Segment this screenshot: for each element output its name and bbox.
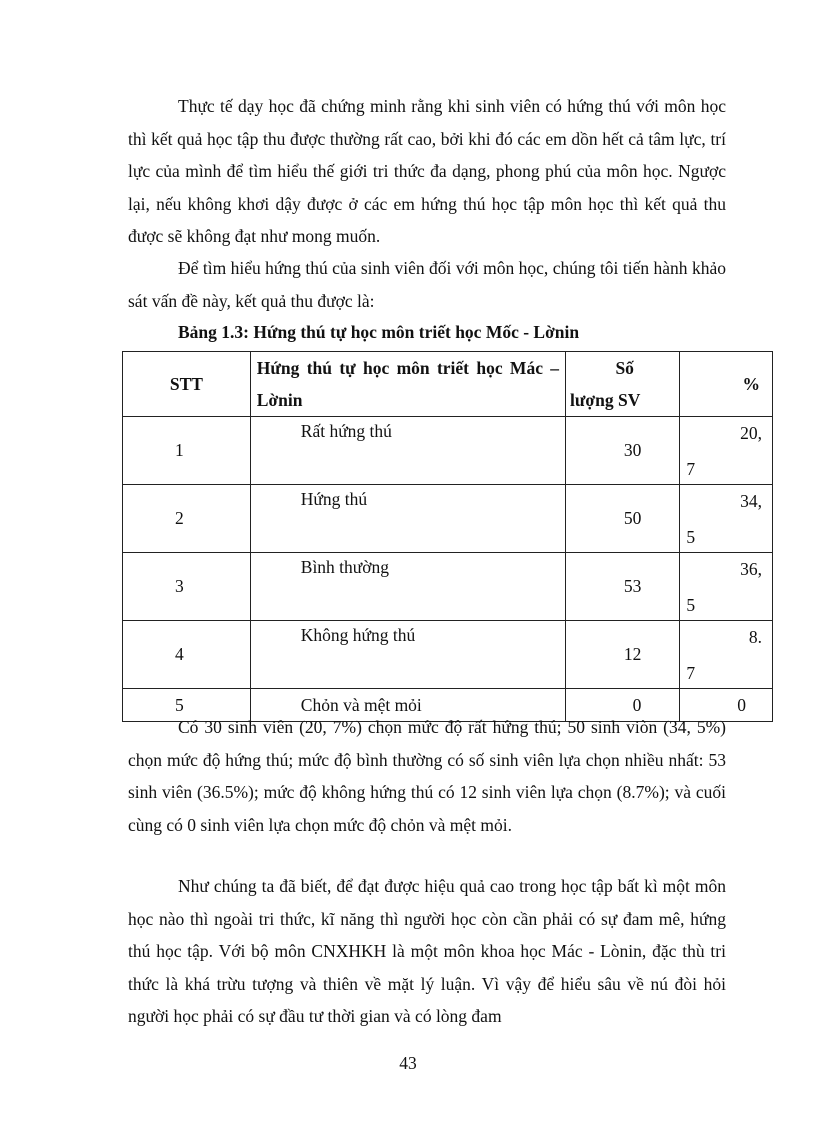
table-row	[123, 417, 773, 485]
cell-label: Không hứng thú	[250, 621, 565, 689]
cell-pct	[680, 417, 773, 485]
cell-pct-part-a: 20,	[740, 423, 762, 443]
cell-label: Bình thường	[250, 553, 565, 621]
paragraph-intro: Thực tế dạy học đã chứng minh rằng khi sinh viên có hứng thú với môn học thì kết quả học tập thu được thường rất cao, bởi khi đó các em dồn hết cả tâm lực, trí lực của mình để tìm hiểu thế giới tri thức đa dạng, phong phú của môn học. Ngược lại, nếu không khơi dậy được ở các em hứng thú học tập môn học thì kết quả thu được sẽ không đạt như mong muốn.	[128, 96, 726, 246]
page-number: 43	[399, 1053, 417, 1073]
header-count-bottom: lượng SV	[570, 390, 641, 410]
interest-table	[122, 351, 773, 722]
cell-count: 53	[566, 553, 680, 621]
cell-pct-part-a: 36,	[740, 559, 762, 579]
cell-stt: 4	[123, 621, 251, 689]
cell-label: Chỏn và mệt mỏi	[250, 689, 565, 722]
cell-count: 30	[566, 417, 680, 485]
cell-pct-part-a: 8.	[748, 627, 762, 647]
cell-stt: 3	[123, 553, 251, 621]
cell-pct	[680, 485, 773, 553]
header-count	[566, 352, 680, 417]
table-row	[123, 621, 773, 689]
cell-count: 50	[566, 485, 680, 553]
cell-label: Hứng thú	[250, 485, 565, 553]
header-count-top: Số	[615, 358, 634, 378]
cell-pct-part-b: 7	[686, 459, 696, 479]
table-row	[123, 553, 773, 621]
cell-label: Rất hứng thú	[250, 417, 565, 485]
header-stt: STT	[123, 352, 251, 417]
cell-pct-part-b: 7	[686, 663, 696, 683]
paragraph-discussion: Như chúng ta đã biết, để đạt được hiệu quả cao trong học tập bất kì một môn học nào thì ngoài tri thức, kĩ năng thì người học còn cần phải có sự đam mê, hứng thú học tập. Với bộ môn CNXHKH là một môn khoa học Mác - Lònin, đặc thù tri thức là khá trừu tượng và thiên về mặt lý luận. Vì vậy để hiểu sâu về nú đòi hỏi người học phải có sự đầu tư thời gian và có lòng đam	[128, 876, 726, 1026]
header-topic: Hứng thú tự học môn triết học Mác – Lờnin	[250, 352, 565, 417]
cell-stt: 5	[123, 689, 251, 722]
cell-pct-part-b: 5	[686, 527, 696, 547]
cell-pct-part-b: 5	[686, 595, 696, 615]
cell-pct: 0	[680, 689, 773, 722]
cell-count: 0	[566, 689, 680, 722]
paragraph-results: Có 30 sinh viên (20, 7%) chọn mức độ rất hứng thú; 50 sinh viòn (34, 5%) chọn mức độ hứng thú; mức độ bình thường có số sinh viên lựa chọn nhiều nhất: 53 sinh viên (36.5%); mức độ không hứng thú có 12 sinh viên lựa chọn (8.7%); và cuối cùng có 0 sinh viên lựa chọn mức độ chỏn và mệt mỏi.	[128, 717, 726, 835]
table-caption: Bảng 1.3: Hứng thú tự học môn triết học Mốc - Lờnin	[178, 322, 580, 342]
table-header-row	[123, 352, 773, 417]
cell-pct-part-a: 34,	[740, 491, 762, 511]
cell-stt: 1	[123, 417, 251, 485]
cell-pct	[680, 621, 773, 689]
cell-count: 12	[566, 621, 680, 689]
table-row	[123, 485, 773, 553]
header-pct: %	[680, 352, 773, 417]
cell-stt: 2	[123, 485, 251, 553]
cell-pct	[680, 553, 773, 621]
paragraph-survey-intro: Để tìm hiểu hứng thú của sinh viên đối với môn học, chúng tôi tiến hành khảo sát vấn đề này, kết quả thu được là:	[128, 258, 726, 311]
